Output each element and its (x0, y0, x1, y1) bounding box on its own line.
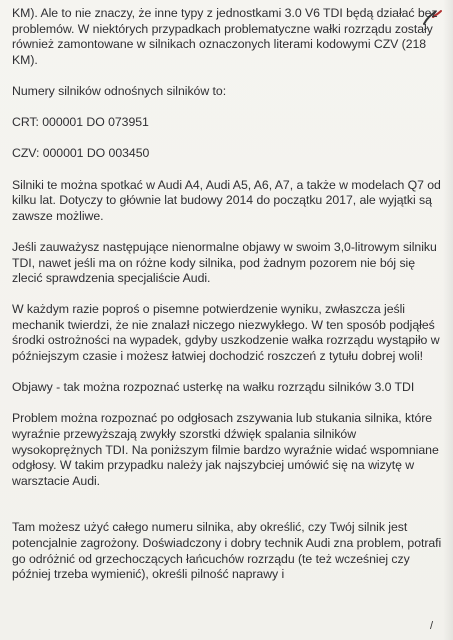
paragraph-noise-description: Problem można rozpoznać po odgłosach zszywania lub stukania silnika, które wyraźnie przewyższają zwykły szorstki dźwięk spalania silników wysokoprężnych TDI. Na poniższym filmie bardzo wyraźnie widać wspomniane odgłosy. W takim przypadku należy jak najszybciej umówić się na wizytę w warsztacie Audi. (12, 411, 439, 488)
paragraph-czv-range: CZV: 000001 DO 003450 (12, 146, 150, 161)
paragraph-crt-range: CRT: 000001 DO 073951 (12, 115, 149, 130)
document-body (12, 6, 444, 583)
paragraph-symptoms-advice: Jeśli zauważysz następujące nienormalne objawy w swoim 3,0-litrowym silniku TDI, nawet jeśli ma on różne kody silnika, pod żadnym pozorem nie bój się zlecić sprawdzenia specjaliście Audi. (12, 239, 437, 286)
paragraph-written-confirmation: W każdym razie poproś o pisemne potwierdzenie wyniku, zwłaszcza jeśli mechanik twierdzi, że nie znalazł niczego niezwykłego. W ten sposób podjąłeś środki ostrożności na wypadek, gdyby uszkodzenie wałka rozrządu wystąpiło w późniejszym czasie i możesz łatwiej dochodzić roszczeń z tytułu dobrej woli! (12, 302, 440, 364)
paragraph-engine-numbers-heading: Numery silników odnośnych silników to: (12, 83, 227, 98)
paragraph-workshop-check: Tam możesz użyć całego numeru silnika, aby określić, czy Twój silnik jest potencjalnie zagrożony. Doświadczony i dobry technik Audi zna problem, potrafi go odróżnić od grzechoczących łańcuchów rozrządu (te też wcześniej czy później trzeba wymienić), określi pilność naprawy i (12, 520, 442, 582)
scan-edge-shadow (443, 0, 453, 640)
section-heading-symptoms: Objawy - tak można rozpoznać usterkę na wałku rozrządu silników 3.0 TDI (12, 380, 415, 395)
paragraph-intro: KM). Ale to nie znaczy, że inne typy z jednostkami 3.0 V6 TDI będą działać bez problemów. W niektórych przypadkach problematyczne wałki rozrządu zostały również zamontowane w silnikach oznaczonych literami kodowymi CZV (218 KM). (12, 6, 438, 67)
paragraph-models: Silniki te można spotkać w Audi A4, Audi A5, A6, A7, a także w modelach Q7 od kilku lat. Dotyczy to głównie lat budowy 2014 do początku 2017, ale wyjątki są zawsze możliwe. (12, 177, 441, 223)
corner-mark: / (429, 620, 433, 632)
